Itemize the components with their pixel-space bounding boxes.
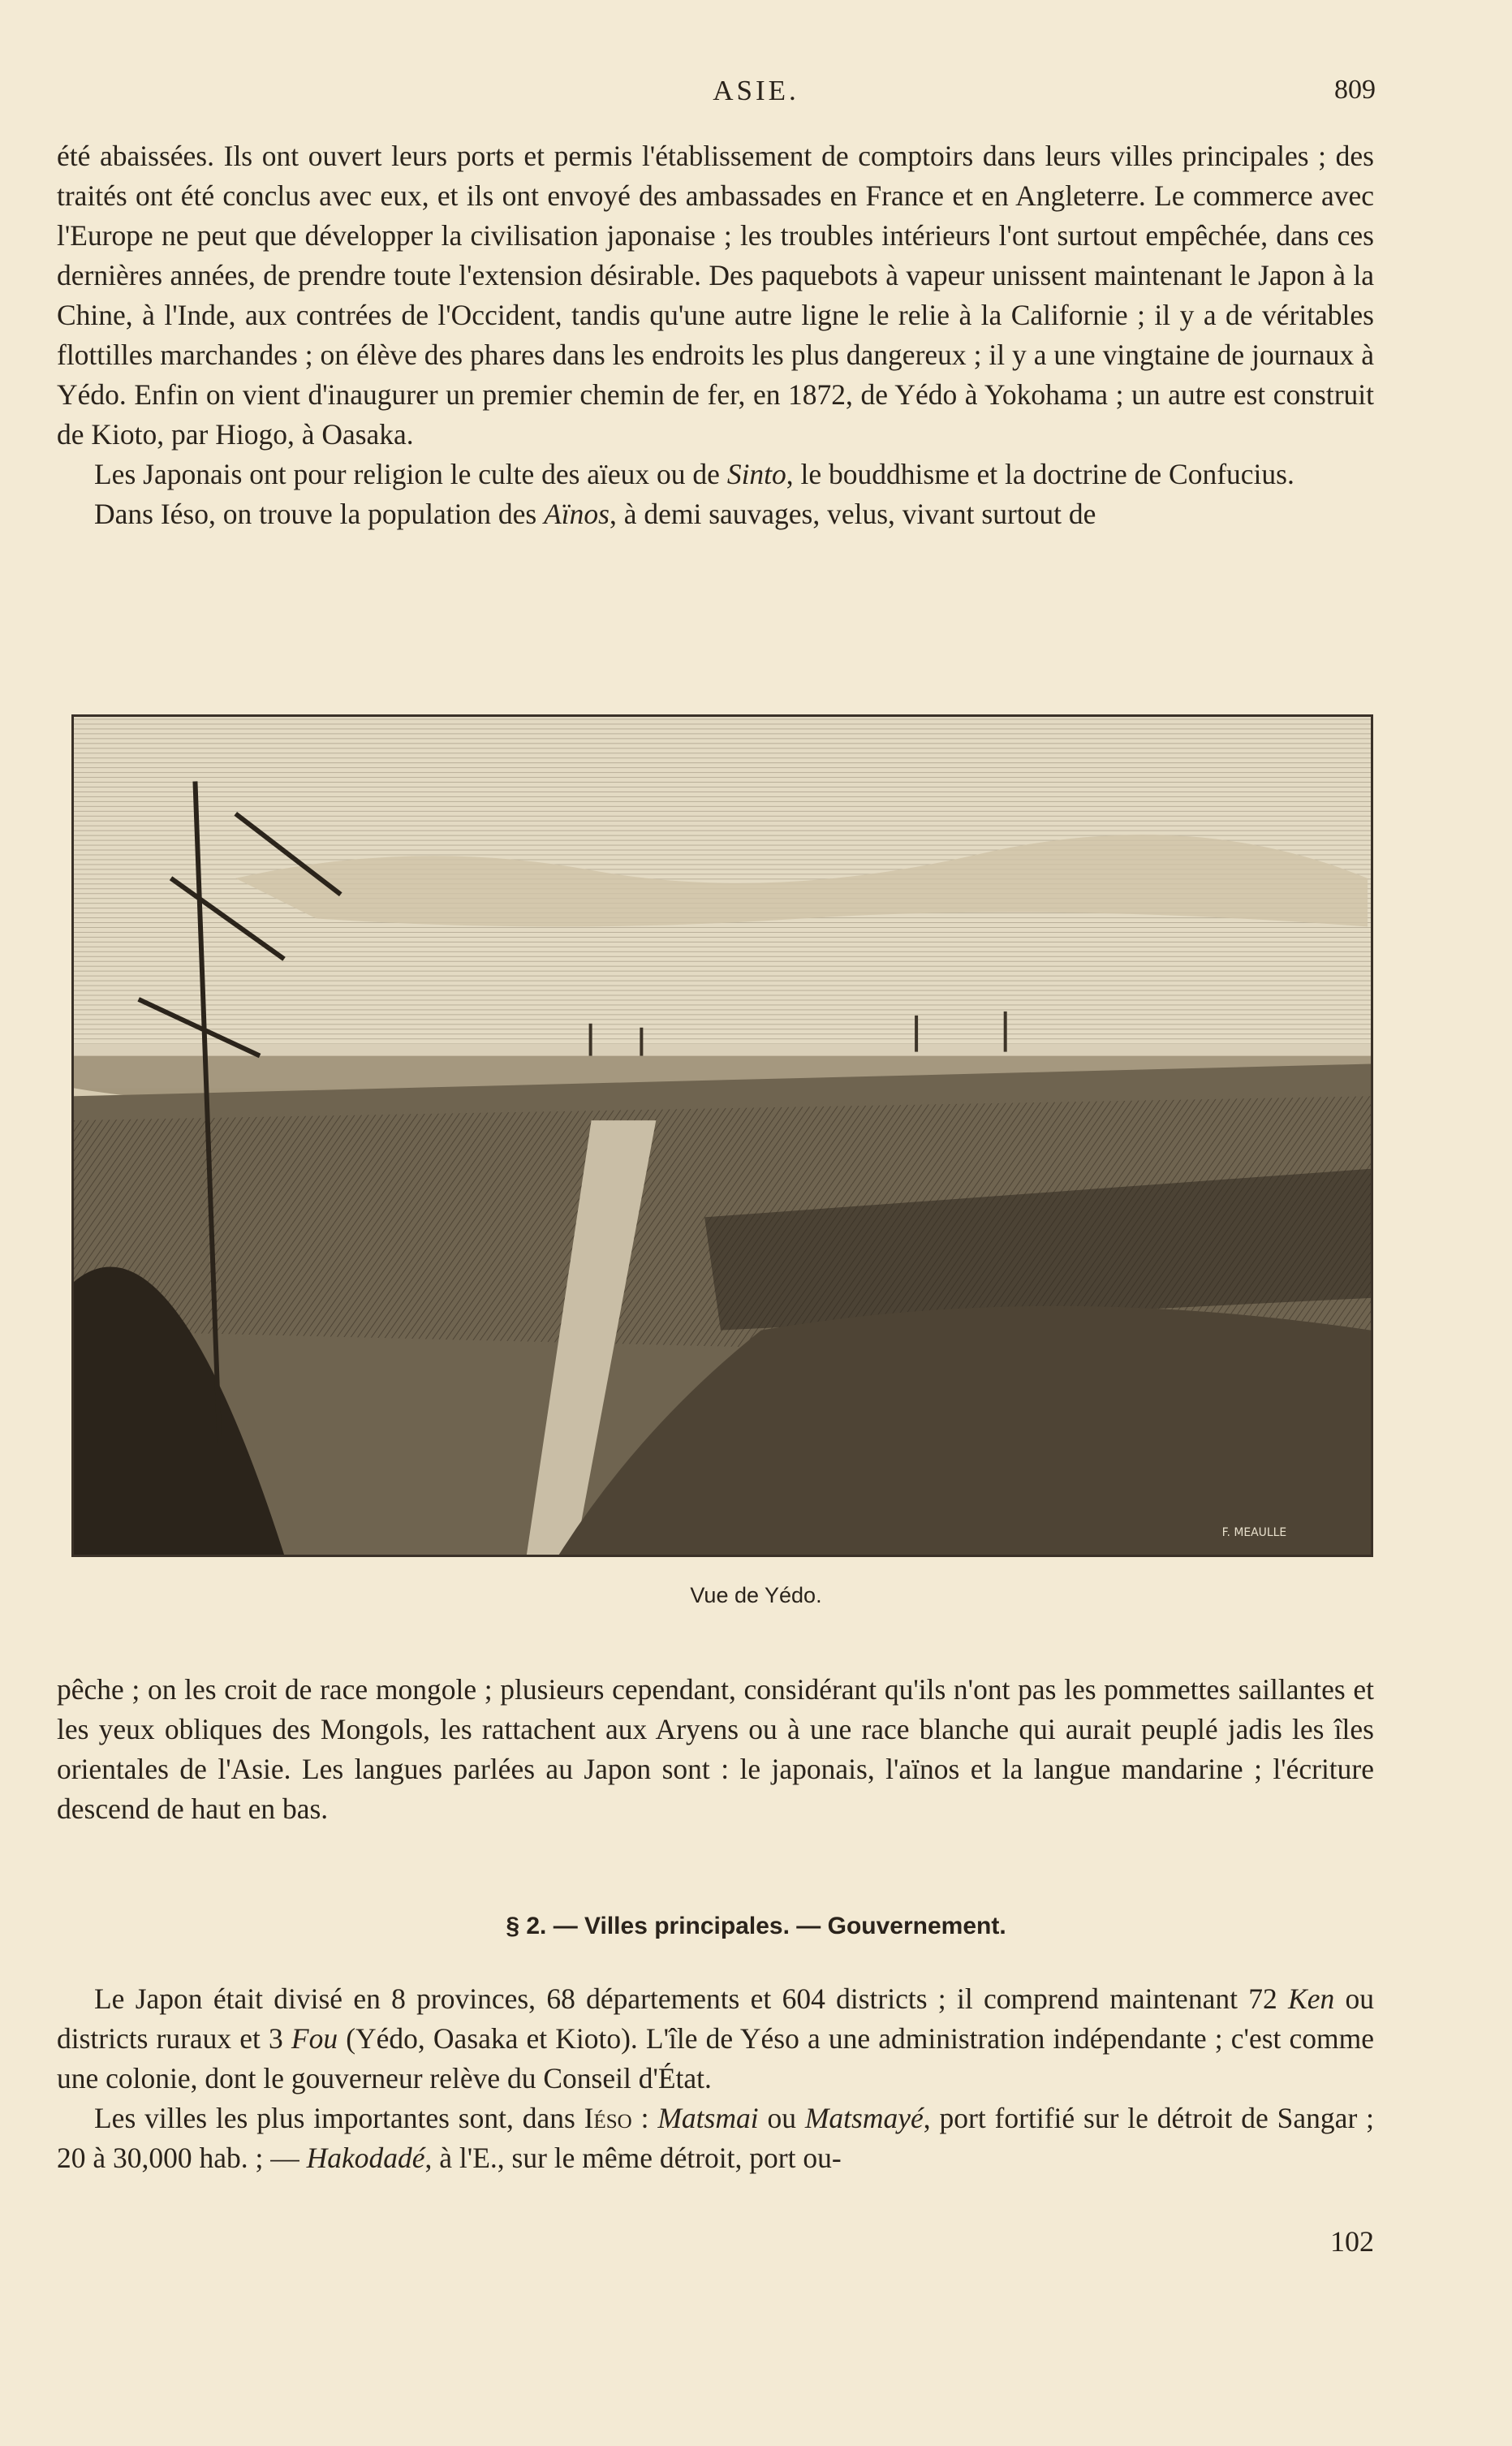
term-fou: Fou — [291, 2022, 338, 2055]
place-matsmaye: Matsmayé — [804, 2102, 924, 2134]
place-ieso: Iéso — [584, 2102, 632, 2134]
top-text-block — [57, 136, 1374, 534]
paragraph-villes: Les villes les plus importantes sont, dans Iéso : Matsmai ou Matsmayé, port fortifié sur le détroit de Sangar ; 20 à 30,000 hab. ; — Hakodadé, à l'E., sur le même détroit, port ou- — [57, 2102, 1374, 2174]
engraver-signature: F. MEAULLE — [1221, 1526, 1287, 1540]
place-hakodade: Hakodadé — [306, 2142, 425, 2174]
term-ken: Ken — [1288, 1982, 1335, 2015]
figure-caption: Vue de Yédo. — [690, 1583, 822, 1607]
signature-mark: 102 — [1330, 2225, 1374, 2258]
section-heading: § 2. — Villes principales. — Gouvernement. — [506, 1913, 1006, 1939]
paragraph-ainos: Dans Iéso, on trouve la population des Aïnos, à demi sauvages, velus, vivant surtout de — [94, 498, 1096, 530]
term-ainos: Aïnos — [544, 498, 610, 530]
paragraph-religion: Les Japonais ont pour religion le culte des aïeux ou de Sinto, le bouddhisme et la doctrine de Confucius. — [94, 458, 1294, 490]
page-number: 809 — [1334, 75, 1376, 105]
running-title: ASIE. — [713, 75, 799, 106]
paragraph-peche: pêche ; on les croit de race mongole ; plusieurs cependant, considérant qu'ils n'ont pas les pommettes saillantes et les yeux obliques des Mongols, les rattachent aux Aryens ou à une race blanche qui aurait peuplé jadis les îles orientales de l'Asie. Les langues parlées au Japon sont : le japonais, l'aïnos et la langue mandarine ; l'écriture descend de haut en bas. — [57, 1673, 1374, 1825]
paragraph-opening: été abaissées. Ils ont ouvert leurs ports et permis l'établissement de comptoirs dans leurs villes principales ; des traités ont été conclus avec eux, et ils ont envoyé des ambassades en France et en Angleterre. Le commerce avec l'Europe ne peut que développer la civilisation japonaise ; les troubles intérieurs l'ont surtout empêchée, dans ces dernières années, de prendre toute l'extension désirable. Des paquebots à vapeur unissent maintenant le Japon à la Chine, à l'Inde, aux contrées de l'Occident, tandis qu'une autre ligne le relie à la Californie ; il y a de véritables flottilles marchandes ; on élève des phares dans les endroits les plus dangereux ; il y a une vingtaine de journaux à Yédo. Enfin on vient d'inaugurer un premier chemin de fer, en 1872, de Yédo à Yokohama ; un autre est construit de Kioto, par Hiogo, à Oasaka. — [57, 140, 1374, 451]
term-sinto: Sinto — [726, 458, 786, 490]
place-matsmai: Matsmai — [657, 2102, 759, 2134]
running-head — [0, 75, 1512, 115]
engraving-illustration — [74, 717, 1371, 1555]
paragraph-administration: Le Japon était divisé en 8 provinces, 68 départements et 604 districts ; il comprend maintenant 72 Ken ou districts ruraux et 3 Fou (Yédo, Oasaka et Kioto). L'île de Yéso a une administration indépendante ; c'est comme une colonie, dont le gouverneur relève du Conseil d'État. — [57, 1982, 1374, 2094]
middle-text-block — [57, 1670, 1374, 1829]
engraving-view-of-yedo — [71, 714, 1373, 1557]
bottom-text-block — [57, 1979, 1374, 2178]
